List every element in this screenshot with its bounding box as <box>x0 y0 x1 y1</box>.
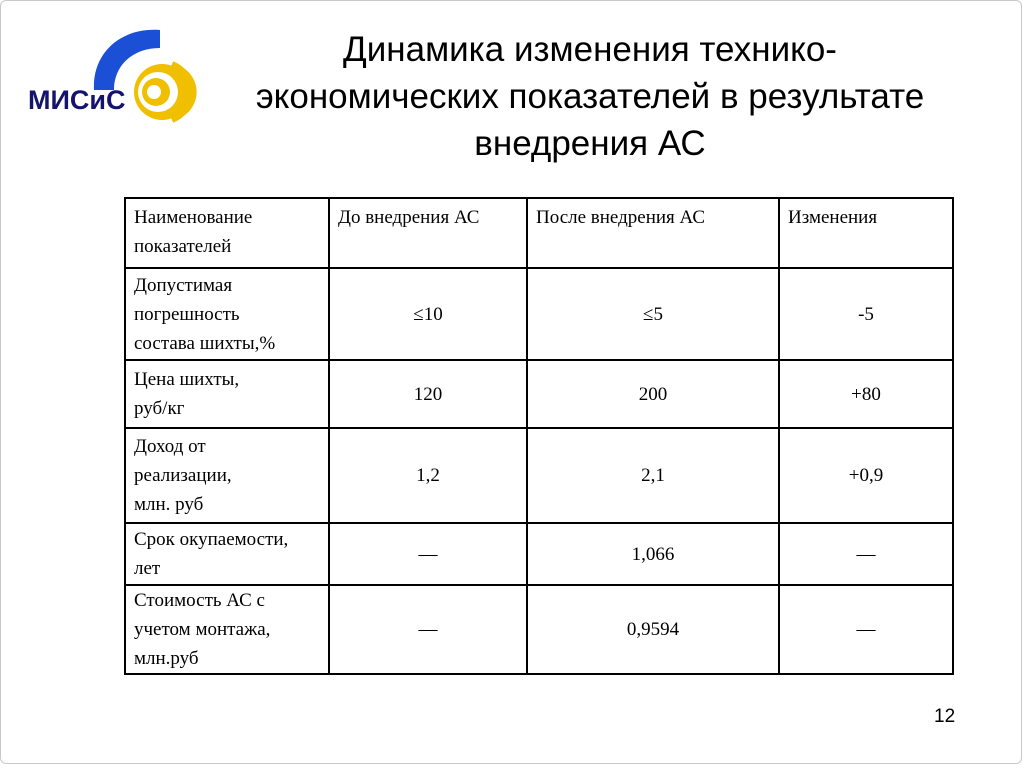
misis-logo <box>22 22 202 132</box>
row-before: ≤10 <box>329 268 527 360</box>
table-row <box>125 268 953 360</box>
row-name: Цена шихты, руб/кг <box>125 360 329 428</box>
row-before: 1,2 <box>329 428 527 523</box>
row-change: +0,9 <box>779 428 953 523</box>
indicators-table <box>124 197 954 675</box>
table-header-row <box>125 198 953 268</box>
row-name: Доход от реализации, млн. руб <box>125 428 329 523</box>
row-name: Стоимость АС с учетом монтажа, млн.руб <box>125 585 329 674</box>
title-line-2: экономических показателей в результате <box>255 77 925 116</box>
row-before: 120 <box>329 360 527 428</box>
row-before: — <box>329 523 527 585</box>
row-after: ≤5 <box>527 268 779 360</box>
page-number: 12 <box>934 706 956 727</box>
row-after: 1,066 <box>527 523 779 585</box>
row-change: — <box>779 523 953 585</box>
title-line-3: внедрения АС <box>474 124 706 163</box>
row-after: 0,9594 <box>527 585 779 674</box>
row-change: -5 <box>779 268 953 360</box>
row-change: +80 <box>779 360 953 428</box>
slide-title <box>200 26 980 167</box>
header-before: До внедрения АС <box>329 198 527 268</box>
table-row <box>125 360 953 428</box>
title-line-1: Динамика изменения технико- <box>343 30 837 69</box>
row-after: 2,1 <box>527 428 779 523</box>
header-name: Наименование показателей <box>125 198 329 268</box>
row-name: Допустимая погрешность состава шихты,% <box>125 268 329 360</box>
row-change: — <box>779 585 953 674</box>
header-change: Изменения <box>779 198 953 268</box>
table-row <box>125 523 953 585</box>
header-after: После внедрения АС <box>527 198 779 268</box>
row-after: 200 <box>527 360 779 428</box>
row-before: — <box>329 585 527 674</box>
table-row <box>125 428 953 523</box>
logo-text: МИСиС <box>28 85 126 115</box>
row-name: Срок окупаемости, лет <box>125 523 329 585</box>
table-row <box>125 585 953 674</box>
